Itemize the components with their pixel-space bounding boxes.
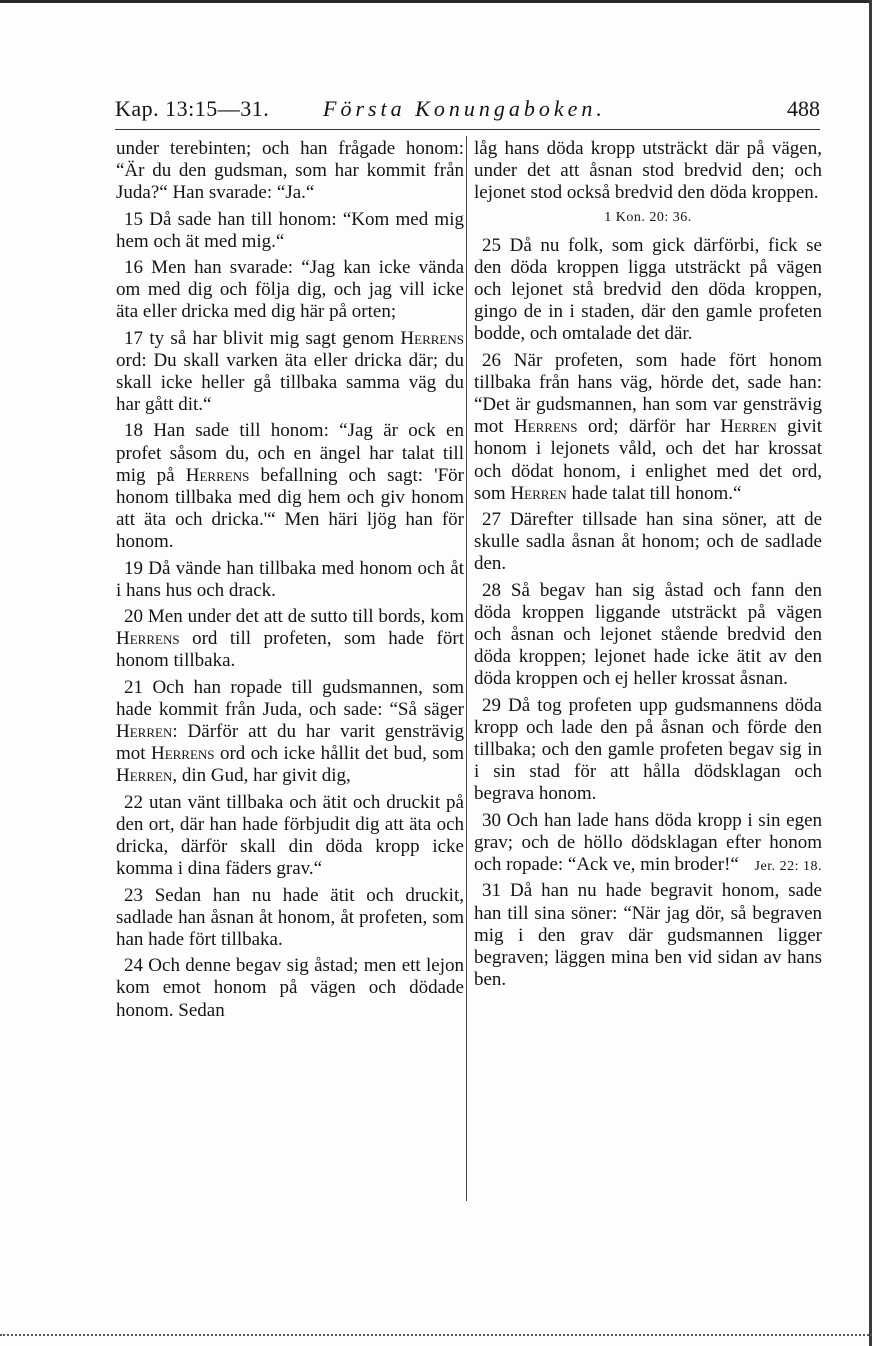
verse-17: 17 ty så har blivit mig sagt genom Herrens ord: Du skall varken äta eller dricka där; du skall icke heller gå tillbaka samma väg du har gått dit.“	[116, 327, 464, 416]
top-border	[0, 0, 872, 3]
divine-name: Herren	[720, 416, 777, 438]
verse-24: 24 Och denne begav sig åstad; men ett lejon kom emot honom på vägen och dödade honom. Sedan	[116, 955, 464, 1021]
verse-21: 21 Och han ropade till gudsmannen, som hade kommit från Juda, och sade: “Så säger Herren: Därför att du har varit gensträvig mot Herrens ord och icke hållit det bud, som Herren, din Gud, har givit dig,	[116, 676, 464, 787]
divine-name: Herrens	[150, 743, 215, 765]
verse-29: 29 Då tog profeten upp gudsmannens döda kropp och lade den på åsnan och förde den tillbaka; och den gamle profeten begav sig in i sin stad för att hålla dödsklagan och begrava honom.	[474, 694, 822, 805]
verse-28: 28 Så begav han sig åstad och fann den döda kroppen liggande utsträckt på vägen och åsnan och lejonet stående bredvid den döda kroppen; lejonet hade icke ätit av den döda kroppen och ej heller krossat åsnan.	[474, 579, 822, 690]
verse-16: 16 Men han svarade: “Jag kan icke vända om med dig och följa dig, och jag vill icke äta eller dricka med dig här på orten;	[116, 257, 464, 323]
verse-22: 22 utan vänt tillbaka och ätit och druckit på den ort, där han hade förbjudit dig att äta och dricka, därför skall din döda kropp icke komma i dina fäders grav.“	[116, 791, 464, 880]
running-header	[115, 94, 820, 124]
cross-reference: 1 Kon. 20: 36.	[604, 209, 692, 225]
cross-reference: Jer. 22: 18.	[754, 859, 822, 875]
divine-name: Herrens	[185, 464, 250, 486]
divine-name: Herren	[116, 721, 173, 743]
verse-31: 31 Då han nu hade begravit honom, sade han till sina söner: “När jag dör, så begraven mig i den grav där gudsmannen ligger begraven; läggen mina ben vid sidan av hans ben.	[474, 880, 822, 991]
divine-name: Herrens	[116, 628, 180, 650]
divine-name: Herren	[116, 765, 173, 787]
book-title: Första Konungaboken.	[323, 96, 606, 121]
page-number: 488	[787, 96, 820, 121]
verse-27: 27 Därefter tillsade han sina söner, att de skulle sadla åsnan åt honom; och de sadlade den.	[474, 509, 822, 575]
verse-20: 20 Men under det att de sutto till bords, kom Herrens ord till profeten, som hade fört honom tillbaka.	[116, 606, 464, 672]
verse-25: 25 Då nu folk, som gick därförbi, fick se den döda kroppen ligga utsträckt på vägen och lejonet stå bredvid den döda kroppen, gingo de in i staden, där den gamle profeten bodde, och omtalade det där.	[474, 234, 822, 345]
verse-24-continued: låg hans döda kropp utsträckt där på vägen, under det att åsnan stod bredvid den; och lejonet stod också bredvid den döda kroppen.	[474, 138, 822, 204]
bottom-dotted-edge	[0, 1334, 872, 1336]
verse-26: 26 När profeten, som hade fört honom tillbaka från hans väg, hörde det, sade han: “Det är gudsmannen, han som var gensträvig mot Herrens ord; därför har Herren givit honom i lejonets våld, och det har krossat och dödat honom, i enlighet med det ord, som Herren hade talat till honom.“	[474, 349, 823, 504]
right-column	[474, 138, 822, 995]
verse-30: 30 Och han lade hans döda kropp i sin egen grav; och de höllo dödsklagan efter honom och ropade: “Ack ve, min broder!“ Jer. 22: 18.	[474, 810, 822, 877]
header-rule	[115, 129, 820, 130]
verse-23: 23 Sedan han nu hade ätit och druckit, sadlade han åsnan åt honom, åt profeten, som han hade fört tillbaka.	[116, 884, 464, 950]
verse-18: 18 Han sade till honom: “Jag är ock en profet såsom du, och en ängel har talat till mig på Herrens befallning och sagt: 'För honom tillbaka med dig hem och giv honom att äta och dricka.'“ Men häri ljög han för honom.	[116, 420, 464, 553]
divine-name: Herrens	[513, 416, 578, 438]
verse-19: 19 Då vände han tillbaka med honom och åt i hans hus och drack.	[116, 557, 464, 601]
chapter-reference: Kap. 13:15—31.	[115, 96, 270, 121]
verse-14-continued: under terebinten; och han frågade honom: “Är du den gudsman, som har kommit från Juda?“ Han svarade: “Ja.“	[116, 138, 464, 204]
divine-name: Herrens	[400, 327, 464, 349]
column-divider	[466, 136, 467, 1201]
divine-name: Herren	[510, 482, 567, 504]
verse-15: 15 Då sade han till honom: “Kom med mig hem och ät med mig.“	[116, 208, 464, 252]
left-column	[116, 138, 464, 1026]
